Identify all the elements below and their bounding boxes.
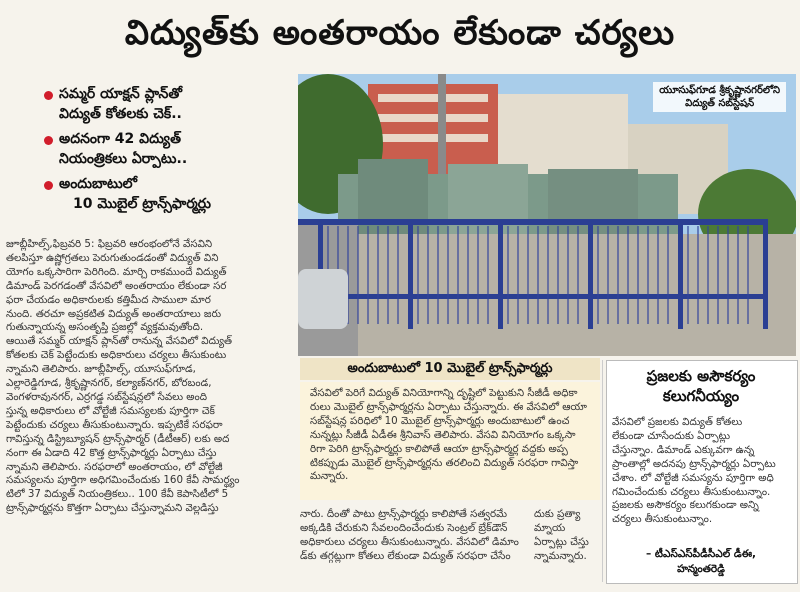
- text-line: మన్నారు.: [310, 470, 349, 483]
- bullet-line: అదనంగా 42 విద్యుత్: [59, 131, 181, 147]
- text-line: ఆయితే సమ్మర్ యాక్షన్ ప్లాన్‌తో రానున్న వేసవిలో విద్యుత్: [6, 335, 233, 348]
- bullet-line: సమ్మర్ యాక్షన్ ప్లాన్‌తో: [59, 86, 183, 102]
- bullet-dot-icon: [44, 181, 53, 190]
- text-line: వేసవిలో ప్రజలకు విద్యుత్ కోతలు: [612, 416, 743, 428]
- text-line: వేసవిలో పెరిగే విద్యుత్ వినియోగాన్ని దృష్టిలో పెట్టుకుని సీజీడీ అధికా: [310, 387, 578, 399]
- article-column-1: [6, 238, 292, 516]
- signature-line: హన్మంతరెడ్డి: [677, 563, 725, 575]
- text-line: అధికారులు చర్యలు తీసుకుంటున్నారు. వేసవిలో డిమాం: [300, 535, 519, 548]
- text-line: గావిస్తున్న డిస్ట్రిబ్యూషన్ ట్రాన్స్‌ఫార్మర్ (డీటీఆర్) లకు అద: [6, 432, 230, 445]
- bullet-item: [44, 84, 292, 124]
- quote-text: [612, 416, 792, 527]
- bullet-dot-icon: [44, 91, 53, 100]
- bullet-line: నియంత్రికలు ఏర్పాటు..: [59, 151, 188, 167]
- text-line: ప్రాంతాల్లో అదనపు ట్రాన్స్‌ఫార్మర్లు ఏర్పాటు: [612, 457, 776, 470]
- text-line: నంగా ఈ ఏడాది 42 కొత్త ట్రాన్స్‌ఫార్మర్లు ఏర్పాటు చేస్తు: [6, 446, 217, 459]
- bullet-item: [44, 174, 292, 214]
- text-line: దుకు ప్రత్యా: [534, 508, 581, 520]
- photo-caption: [653, 82, 786, 112]
- text-line: ట్రాన్స్‌ఫార్మర్లను కొత్తగా ఏర్పాటు చేస్తున్నామని వెల్లడిస్తు: [6, 502, 219, 515]
- quote-headline-line: కలుగనీయ్యం: [662, 387, 740, 405]
- bullet-line: విద్యుత్ కోతలకు చెక్..: [59, 106, 182, 122]
- signature-line: – టీఎస్ఎస్‌పీడీసీఎల్ డీఈ,: [645, 548, 757, 560]
- substation-photo: [298, 74, 796, 356]
- text-line: నున్నట్లు సీజీడీ ఏడీఈ శ్రీనివాస్ తెలిపారు. వేసవి వినియోగం ఒక్కసా: [310, 428, 576, 441]
- text-line: నారు. దీంతో పాటు ట్రాన్స్‌ఫార్మర్లు కాలిపోతే సత్వరమే: [300, 508, 508, 520]
- text-line: పెట్టేందుకు చర్యలు తీసుకుంటున్నారు. ఇప్పటికే సరఫరా: [6, 418, 223, 431]
- substation-illustration: [298, 74, 796, 356]
- text-line: ప్రజలకు అసౌకర్యం కలుగకుండా అన్ని: [612, 499, 759, 512]
- text-line: జూబ్లీహిల్స్,ఫిబ్రవరి 5: ఫిబ్రవరి ఆరంభంలోనే వేసవిని: [6, 238, 213, 250]
- text-line: చేశాం. లో వోల్టేజీ సమస్యను పూర్తిగా అధి: [612, 471, 774, 484]
- text-line: నుంది. తరచూ అప్రకటిత విద్యుత్ అంతరాయాలు జరు: [6, 307, 222, 320]
- text-line: న్నామన్నారు.: [534, 549, 587, 562]
- text-line: తలపిస్తూ ఉష్ణోగ్రతలు పెరుగుతుండడంతో విద్యుత్ విని: [6, 251, 219, 264]
- bullet-dot-icon: [44, 136, 53, 145]
- caption-line: యూసుఫ్‌గూడ శ్రీకృష్ణానగర్‌లోని: [659, 85, 780, 96]
- text-line: రిగా పెరిగి ట్రాన్స్‌ఫార్మర్లు కాలిపోతే ఆయా ట్రాన్స్‌ఫార్మర్ల వద్దకు అప్ప: [310, 442, 568, 455]
- bullet-line: 10 మొబైల్ ట్రాన్స్‌ఫార్మర్లు: [73, 196, 211, 212]
- text-line: యోగం ఒక్కసారిగా పెరిగింది. మార్చి రాకముందే విద్యుత్: [6, 265, 227, 278]
- highlight-box-text: [310, 387, 592, 484]
- text-line: ఏర్పాట్లు చేస్తు: [534, 535, 589, 548]
- quote-signature: [606, 547, 796, 577]
- text-line: డ్‌కు తగ్గట్లుగా కోతలు లేకుండా విద్యుత్ సరఫరా చేసేం: [300, 549, 511, 562]
- text-line: స్తున్న అధికారులు లో వోల్టేజీ సమస్యలకు పూర్తిగా చెక్: [6, 404, 215, 417]
- subhead: అందుబాటులో 10 మొబైల్ ట్రాన్స్‌ఫార్మర్లు: [300, 358, 600, 380]
- text-line: న్నామని తెలిపారు. జూబ్లీహిల్స్, యూసుఫ్‌గూడ,: [6, 363, 196, 376]
- column-divider: [602, 360, 603, 582]
- text-line: న్నామని తెలిపారు. సరఫరాలో అంతరాయం, లో వోల్టేజీ: [6, 460, 223, 473]
- text-line: టికప్పుడు మొబైల్ ట్రాన్స్‌ఫార్మర్లను తరలించి విద్యుత్ సరఫరా గావిస్తా: [310, 456, 579, 469]
- headline: విద్యుత్‌కు అంతరాయం లేకుండా చర్యలు: [124, 13, 676, 53]
- article-column-3: [534, 508, 602, 564]
- article-column-2: [300, 508, 530, 564]
- text-line: అక్కడికి చేరుకుని సేవలందించేందుకు సెంట్రల్ బ్రేక్‌డౌన్: [300, 521, 508, 534]
- text-line: చర్యలు తీసుకుంటున్నాం.: [612, 513, 713, 526]
- text-line: సమస్యలను పూర్తిగా అధిగమించేందుకు 160 కేవీ సామర్థ్యం: [6, 474, 240, 487]
- text-line: గుతున్నాయన్న అసంతృప్తి ప్రజల్లో వ్యక్తమవుతోంది.: [6, 321, 204, 334]
- text-line: లేకుండా చూసేందుకు ఏర్పాట్లు: [612, 429, 731, 442]
- text-line: చేస్తున్నాం. డిమాండ్ ఎక్కువగా ఉన్న: [612, 443, 755, 456]
- text-line: టిలో 37 విద్యుత్ నియంత్రికలు.. 100 కేవీ కెపాసిటీలో 5: [6, 488, 229, 501]
- bullet-line: అందుబాటులో: [59, 176, 138, 192]
- quote-headline: [606, 366, 796, 406]
- text-line: గమించేందుకు చర్యలు తీసుకుంటున్నాం.: [612, 485, 771, 498]
- text-line: సబ్‌స్టేషన్ల పరిధిలో 10 మొబైల్ ట్రాన్స్‌ఫార్మర్లు అందుబాటులో ఉంచ: [310, 414, 570, 427]
- text-line: డిమాండ్ పెరగడంతో వేసవిలో అంతరాయం లేకుండా సర: [6, 279, 227, 292]
- text-line: రులు మొబైల్ ట్రాన్స్‌ఫార్మర్లను ఏర్పాటు చేస్తున్నారు. ఈ వేసవిలో ఆయా: [310, 400, 587, 413]
- bullet-list: [44, 84, 292, 219]
- text-line: వెంగళరావునగర్, ఎర్రగడ్డ సబ్‌స్టేషన్లలో సేవలు అంది: [6, 390, 208, 403]
- quote-headline-line: ప్రజలకు అసౌకర్యం: [646, 367, 756, 385]
- text-line: ఫరా చేయడం అధికారులకు కత్తిమీద సాములా మార: [6, 293, 211, 306]
- text-line: ఎల్లారెడ్డిగూడ, శ్రీకృష్ణానగర్, కల్యాణ్‌నగర్, బోరబండ,: [6, 377, 212, 390]
- text-line: కోతలకు చెక్ పెట్టేందుకు అధికారులు చర్యలు తీసుకుంటు: [6, 349, 227, 362]
- bullet-item: [44, 129, 292, 169]
- caption-line: విద్యుత్ సబ్‌స్టేషన్: [685, 98, 755, 109]
- text-line: మ్నాయ: [534, 521, 566, 534]
